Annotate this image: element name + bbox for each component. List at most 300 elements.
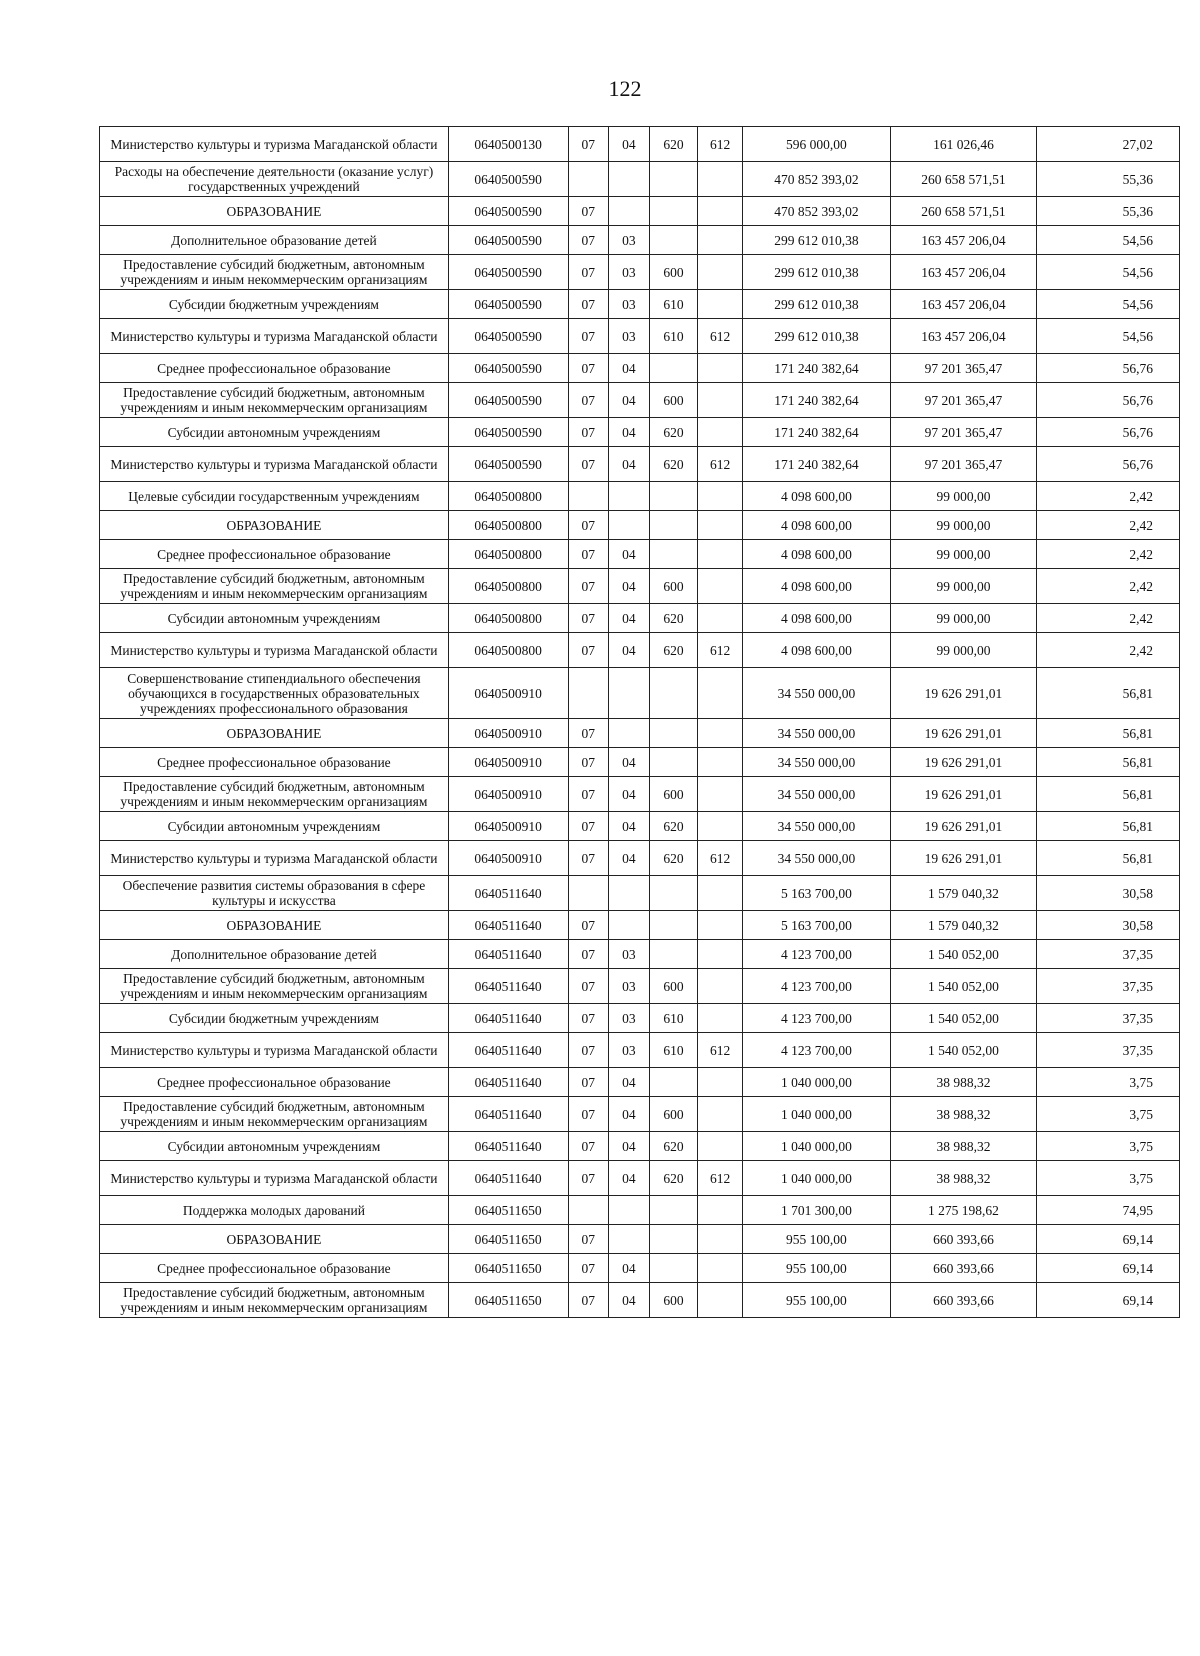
section-cell: 07	[568, 1132, 609, 1161]
subsection-cell: 04	[609, 418, 650, 447]
name-cell: Дополнительное образование детей	[100, 226, 449, 255]
table-row	[100, 969, 1180, 1004]
percent-cell: 3,75	[1036, 1097, 1179, 1132]
plan-amount-cell: 1 040 000,00	[742, 1097, 890, 1132]
kosgu-cell: 612	[698, 127, 743, 162]
table-row	[100, 482, 1180, 511]
plan-amount-cell: 171 240 382,64	[742, 418, 890, 447]
expense-type-cell	[649, 1068, 698, 1097]
plan-amount-cell: 299 612 010,38	[742, 255, 890, 290]
code-cell: 0640500590	[448, 226, 568, 255]
subsection-cell: 04	[609, 841, 650, 876]
table-row	[100, 447, 1180, 482]
name-cell: ОБРАЗОВАНИЕ	[100, 911, 449, 940]
expense-type-cell	[649, 540, 698, 569]
name-cell: Поддержка молодых дарований	[100, 1196, 449, 1225]
fact-amount-cell: 660 393,66	[890, 1254, 1036, 1283]
plan-amount-cell: 4 098 600,00	[742, 569, 890, 604]
kosgu-cell	[698, 226, 743, 255]
fact-amount-cell: 97 201 365,47	[890, 418, 1036, 447]
percent-cell: 55,36	[1036, 162, 1179, 197]
expense-type-cell: 610	[649, 1033, 698, 1068]
percent-cell: 3,75	[1036, 1132, 1179, 1161]
table-row	[100, 226, 1180, 255]
expense-type-cell: 620	[649, 127, 698, 162]
table-row	[100, 290, 1180, 319]
fact-amount-cell: 97 201 365,47	[890, 354, 1036, 383]
fact-amount-cell: 161 026,46	[890, 127, 1036, 162]
table-row	[100, 127, 1180, 162]
expense-type-cell	[649, 197, 698, 226]
subsection-cell: 03	[609, 226, 650, 255]
percent-cell: 2,42	[1036, 482, 1179, 511]
code-cell: 0640500910	[448, 719, 568, 748]
section-cell: 07	[568, 255, 609, 290]
subsection-cell: 04	[609, 127, 650, 162]
section-cell	[568, 876, 609, 911]
percent-cell: 55,36	[1036, 197, 1179, 226]
plan-amount-cell: 470 852 393,02	[742, 162, 890, 197]
section-cell: 07	[568, 1225, 609, 1254]
subsection-cell: 04	[609, 1161, 650, 1196]
table-row	[100, 841, 1180, 876]
table-row	[100, 777, 1180, 812]
code-cell: 0640511640	[448, 1097, 568, 1132]
kosgu-cell	[698, 812, 743, 841]
name-cell: Предоставление субсидий бюджетным, автономным учреждениям и иным некоммерческим организациям	[100, 1283, 449, 1318]
page-number: 122	[608, 76, 642, 101]
fact-amount-cell: 1 275 198,62	[890, 1196, 1036, 1225]
section-cell: 07	[568, 1097, 609, 1132]
table-row	[100, 604, 1180, 633]
table-row	[100, 1033, 1180, 1068]
name-cell: Министерство культуры и туризма Магаданской области	[100, 127, 449, 162]
kosgu-cell	[698, 1097, 743, 1132]
kosgu-cell	[698, 668, 743, 719]
code-cell: 0640511650	[448, 1196, 568, 1225]
section-cell: 07	[568, 1161, 609, 1196]
name-cell: Расходы на обеспечение деятельности (оказание услуг) государственных учреждений	[100, 162, 449, 197]
expense-type-cell: 610	[649, 290, 698, 319]
plan-amount-cell: 4 098 600,00	[742, 482, 890, 511]
plan-amount-cell: 4 123 700,00	[742, 1033, 890, 1068]
expense-type-cell	[649, 1225, 698, 1254]
plan-amount-cell: 955 100,00	[742, 1254, 890, 1283]
section-cell: 07	[568, 418, 609, 447]
code-cell: 0640500590	[448, 255, 568, 290]
kosgu-cell	[698, 1004, 743, 1033]
kosgu-cell: 612	[698, 447, 743, 482]
subsection-cell: 04	[609, 540, 650, 569]
name-cell: Предоставление субсидий бюджетным, автономным учреждениям и иным некоммерческим организациям	[100, 777, 449, 812]
section-cell: 07	[568, 1033, 609, 1068]
plan-amount-cell: 171 240 382,64	[742, 447, 890, 482]
percent-cell: 37,35	[1036, 940, 1179, 969]
section-cell: 07	[568, 969, 609, 1004]
fact-amount-cell: 1 540 052,00	[890, 969, 1036, 1004]
code-cell: 0640500910	[448, 748, 568, 777]
name-cell: Среднее профессиональное образование	[100, 748, 449, 777]
name-cell: Субсидии бюджетным учреждениям	[100, 290, 449, 319]
section-cell	[568, 1196, 609, 1225]
section-cell	[568, 482, 609, 511]
expense-type-cell: 600	[649, 569, 698, 604]
expense-type-cell: 620	[649, 812, 698, 841]
plan-amount-cell: 5 163 700,00	[742, 911, 890, 940]
code-cell: 0640511640	[448, 1132, 568, 1161]
plan-amount-cell: 34 550 000,00	[742, 719, 890, 748]
fact-amount-cell: 99 000,00	[890, 633, 1036, 668]
subsection-cell: 03	[609, 1004, 650, 1033]
subsection-cell	[609, 197, 650, 226]
code-cell: 0640511650	[448, 1283, 568, 1318]
name-cell: Министерство культуры и туризма Магаданской области	[100, 447, 449, 482]
fact-amount-cell: 163 457 206,04	[890, 226, 1036, 255]
kosgu-cell	[698, 162, 743, 197]
subsection-cell: 04	[609, 1068, 650, 1097]
section-cell: 07	[568, 940, 609, 969]
code-cell: 0640500590	[448, 197, 568, 226]
name-cell: Субсидии автономным учреждениям	[100, 812, 449, 841]
expense-type-cell	[649, 511, 698, 540]
plan-amount-cell: 34 550 000,00	[742, 812, 890, 841]
name-cell: ОБРАЗОВАНИЕ	[100, 197, 449, 226]
expense-type-cell: 620	[649, 418, 698, 447]
kosgu-cell	[698, 354, 743, 383]
section-cell: 07	[568, 812, 609, 841]
name-cell: Субсидии бюджетным учреждениям	[100, 1004, 449, 1033]
kosgu-cell	[698, 197, 743, 226]
kosgu-cell	[698, 777, 743, 812]
code-cell: 0640500800	[448, 511, 568, 540]
kosgu-cell	[698, 1225, 743, 1254]
percent-cell: 56,76	[1036, 447, 1179, 482]
expense-type-cell	[649, 876, 698, 911]
fact-amount-cell: 660 393,66	[890, 1225, 1036, 1254]
fact-amount-cell: 1 540 052,00	[890, 1033, 1036, 1068]
kosgu-cell: 612	[698, 319, 743, 354]
code-cell: 0640511640	[448, 1004, 568, 1033]
table-row	[100, 383, 1180, 418]
section-cell: 07	[568, 511, 609, 540]
fact-amount-cell: 1 579 040,32	[890, 911, 1036, 940]
section-cell: 07	[568, 748, 609, 777]
section-cell: 07	[568, 604, 609, 633]
fact-amount-cell: 1 540 052,00	[890, 1004, 1036, 1033]
plan-amount-cell: 1 040 000,00	[742, 1132, 890, 1161]
plan-amount-cell: 955 100,00	[742, 1225, 890, 1254]
table-row	[100, 1283, 1180, 1318]
name-cell: Предоставление субсидий бюджетным, автономным учреждениям и иным некоммерческим организациям	[100, 969, 449, 1004]
kosgu-cell	[698, 569, 743, 604]
plan-amount-cell: 34 550 000,00	[742, 777, 890, 812]
section-cell: 07	[568, 569, 609, 604]
subsection-cell: 03	[609, 255, 650, 290]
fact-amount-cell: 163 457 206,04	[890, 255, 1036, 290]
name-cell: Совершенствование стипендиального обеспечения обучающихся в государственных образовательных учреждениях профессионального образования	[100, 668, 449, 719]
subsection-cell: 04	[609, 633, 650, 668]
code-cell: 0640500590	[448, 354, 568, 383]
kosgu-cell: 612	[698, 633, 743, 668]
name-cell: Министерство культуры и туризма Магаданской области	[100, 1033, 449, 1068]
plan-amount-cell: 171 240 382,64	[742, 383, 890, 418]
expense-type-cell: 610	[649, 319, 698, 354]
fact-amount-cell: 38 988,32	[890, 1161, 1036, 1196]
kosgu-cell	[698, 482, 743, 511]
fact-amount-cell: 19 626 291,01	[890, 719, 1036, 748]
expense-type-cell	[649, 226, 698, 255]
section-cell: 07	[568, 447, 609, 482]
plan-amount-cell: 4 098 600,00	[742, 511, 890, 540]
expense-type-cell	[649, 748, 698, 777]
kosgu-cell	[698, 876, 743, 911]
code-cell: 0640500910	[448, 668, 568, 719]
plan-amount-cell: 299 612 010,38	[742, 290, 890, 319]
plan-amount-cell: 4 098 600,00	[742, 633, 890, 668]
expense-type-cell: 600	[649, 383, 698, 418]
percent-cell: 69,14	[1036, 1283, 1179, 1318]
fact-amount-cell: 19 626 291,01	[890, 777, 1036, 812]
plan-amount-cell: 171 240 382,64	[742, 354, 890, 383]
kosgu-cell	[698, 748, 743, 777]
code-cell: 0640511640	[448, 1161, 568, 1196]
section-cell: 07	[568, 841, 609, 876]
kosgu-cell	[698, 911, 743, 940]
percent-cell: 27,02	[1036, 127, 1179, 162]
percent-cell: 56,76	[1036, 354, 1179, 383]
expense-type-cell: 620	[649, 1161, 698, 1196]
subsection-cell	[609, 876, 650, 911]
table-row	[100, 1068, 1180, 1097]
subsection-cell: 03	[609, 290, 650, 319]
table-row	[100, 354, 1180, 383]
fact-amount-cell: 1 579 040,32	[890, 876, 1036, 911]
name-cell: Предоставление субсидий бюджетным, автономным учреждениям и иным некоммерческим организациям	[100, 1097, 449, 1132]
fact-amount-cell: 97 201 365,47	[890, 383, 1036, 418]
name-cell: Предоставление субсидий бюджетным, автономным учреждениям и иным некоммерческим организациям	[100, 255, 449, 290]
code-cell: 0640500910	[448, 841, 568, 876]
expense-type-cell: 620	[649, 1132, 698, 1161]
name-cell: Среднее профессиональное образование	[100, 540, 449, 569]
percent-cell: 56,81	[1036, 719, 1179, 748]
subsection-cell: 04	[609, 1097, 650, 1132]
fact-amount-cell: 163 457 206,04	[890, 290, 1036, 319]
name-cell: Целевые субсидии государственным учреждениям	[100, 482, 449, 511]
expense-type-cell: 610	[649, 1004, 698, 1033]
fact-amount-cell: 260 658 571,51	[890, 162, 1036, 197]
table-row	[100, 668, 1180, 719]
subsection-cell: 03	[609, 940, 650, 969]
plan-amount-cell: 34 550 000,00	[742, 748, 890, 777]
section-cell: 07	[568, 319, 609, 354]
percent-cell: 30,58	[1036, 876, 1179, 911]
code-cell: 0640500800	[448, 482, 568, 511]
fact-amount-cell: 97 201 365,47	[890, 447, 1036, 482]
percent-cell: 56,81	[1036, 841, 1179, 876]
fact-amount-cell: 260 658 571,51	[890, 197, 1036, 226]
fact-amount-cell: 99 000,00	[890, 540, 1036, 569]
fact-amount-cell: 163 457 206,04	[890, 319, 1036, 354]
plan-amount-cell: 955 100,00	[742, 1283, 890, 1318]
expense-type-cell	[649, 719, 698, 748]
subsection-cell: 04	[609, 569, 650, 604]
code-cell: 0640511650	[448, 1225, 568, 1254]
name-cell: Среднее профессиональное образование	[100, 354, 449, 383]
kosgu-cell	[698, 1254, 743, 1283]
percent-cell: 54,56	[1036, 226, 1179, 255]
plan-amount-cell: 34 550 000,00	[742, 668, 890, 719]
fact-amount-cell: 19 626 291,01	[890, 668, 1036, 719]
code-cell: 0640500800	[448, 633, 568, 668]
subsection-cell	[609, 668, 650, 719]
kosgu-cell	[698, 604, 743, 633]
percent-cell: 54,56	[1036, 255, 1179, 290]
plan-amount-cell: 299 612 010,38	[742, 226, 890, 255]
subsection-cell: 04	[609, 812, 650, 841]
kosgu-cell	[698, 1196, 743, 1225]
section-cell: 07	[568, 633, 609, 668]
section-cell: 07	[568, 1283, 609, 1318]
name-cell: ОБРАЗОВАНИЕ	[100, 1225, 449, 1254]
percent-cell: 2,42	[1036, 633, 1179, 668]
budget-table	[99, 126, 1180, 1318]
table-row	[100, 1225, 1180, 1254]
section-cell: 07	[568, 911, 609, 940]
code-cell: 0640500590	[448, 418, 568, 447]
plan-amount-cell: 4 123 700,00	[742, 1004, 890, 1033]
table-row	[100, 876, 1180, 911]
percent-cell: 56,81	[1036, 777, 1179, 812]
percent-cell: 69,14	[1036, 1254, 1179, 1283]
table-row	[100, 748, 1180, 777]
subsection-cell: 04	[609, 1132, 650, 1161]
subsection-cell: 04	[609, 777, 650, 812]
plan-amount-cell: 1 040 000,00	[742, 1161, 890, 1196]
subsection-cell	[609, 162, 650, 197]
percent-cell: 69,14	[1036, 1225, 1179, 1254]
subsection-cell: 04	[609, 383, 650, 418]
plan-amount-cell: 4 123 700,00	[742, 940, 890, 969]
subsection-cell: 03	[609, 319, 650, 354]
name-cell: Предоставление субсидий бюджетным, автономным учреждениям и иным некоммерческим организациям	[100, 569, 449, 604]
code-cell: 0640511640	[448, 876, 568, 911]
kosgu-cell	[698, 940, 743, 969]
kosgu-cell	[698, 383, 743, 418]
name-cell: Министерство культуры и туризма Магаданской области	[100, 319, 449, 354]
code-cell: 0640500800	[448, 569, 568, 604]
code-cell: 0640500800	[448, 604, 568, 633]
section-cell: 07	[568, 383, 609, 418]
subsection-cell: 04	[609, 604, 650, 633]
fact-amount-cell: 19 626 291,01	[890, 748, 1036, 777]
table-row	[100, 319, 1180, 354]
table-row	[100, 511, 1180, 540]
code-cell: 0640511640	[448, 940, 568, 969]
subsection-cell	[609, 1225, 650, 1254]
subsection-cell	[609, 911, 650, 940]
expense-type-cell	[649, 1254, 698, 1283]
code-cell: 0640500130	[448, 127, 568, 162]
fact-amount-cell: 99 000,00	[890, 569, 1036, 604]
expense-type-cell	[649, 940, 698, 969]
code-cell: 0640500910	[448, 812, 568, 841]
subsection-cell: 03	[609, 969, 650, 1004]
subsection-cell: 04	[609, 748, 650, 777]
subsection-cell: 04	[609, 1283, 650, 1318]
section-cell: 07	[568, 290, 609, 319]
expense-type-cell: 600	[649, 1283, 698, 1318]
section-cell: 07	[568, 540, 609, 569]
fact-amount-cell: 38 988,32	[890, 1132, 1036, 1161]
percent-cell: 56,76	[1036, 383, 1179, 418]
plan-amount-cell: 5 163 700,00	[742, 876, 890, 911]
code-cell: 0640511640	[448, 969, 568, 1004]
expense-type-cell: 620	[649, 633, 698, 668]
section-cell: 07	[568, 127, 609, 162]
section-cell: 07	[568, 1068, 609, 1097]
expense-type-cell	[649, 162, 698, 197]
percent-cell: 2,42	[1036, 604, 1179, 633]
name-cell: Министерство культуры и туризма Магаданской области	[100, 633, 449, 668]
plan-amount-cell: 4 123 700,00	[742, 969, 890, 1004]
name-cell: Среднее профессиональное образование	[100, 1254, 449, 1283]
percent-cell: 56,81	[1036, 812, 1179, 841]
table-row	[100, 162, 1180, 197]
percent-cell: 54,56	[1036, 290, 1179, 319]
plan-amount-cell: 596 000,00	[742, 127, 890, 162]
fact-amount-cell: 19 626 291,01	[890, 841, 1036, 876]
table-row	[100, 1161, 1180, 1196]
percent-cell: 54,56	[1036, 319, 1179, 354]
fact-amount-cell: 38 988,32	[890, 1097, 1036, 1132]
subsection-cell: 04	[609, 447, 650, 482]
name-cell: Министерство культуры и туризма Магаданской области	[100, 1161, 449, 1196]
table-row	[100, 812, 1180, 841]
table-row	[100, 540, 1180, 569]
kosgu-cell	[698, 511, 743, 540]
plan-amount-cell: 1 040 000,00	[742, 1068, 890, 1097]
table-row	[100, 911, 1180, 940]
expense-type-cell: 600	[649, 777, 698, 812]
table-row	[100, 719, 1180, 748]
code-cell: 0640500910	[448, 777, 568, 812]
fact-amount-cell: 99 000,00	[890, 511, 1036, 540]
fact-amount-cell: 660 393,66	[890, 1283, 1036, 1318]
table-row	[100, 1004, 1180, 1033]
expense-type-cell	[649, 668, 698, 719]
percent-cell: 74,95	[1036, 1196, 1179, 1225]
code-cell: 0640511650	[448, 1254, 568, 1283]
section-cell: 07	[568, 226, 609, 255]
name-cell: Субсидии автономным учреждениям	[100, 418, 449, 447]
table-row	[100, 255, 1180, 290]
section-cell	[568, 162, 609, 197]
table-row	[100, 940, 1180, 969]
subsection-cell	[609, 719, 650, 748]
subsection-cell	[609, 1196, 650, 1225]
expense-type-cell: 600	[649, 255, 698, 290]
code-cell: 0640500800	[448, 540, 568, 569]
kosgu-cell	[698, 418, 743, 447]
percent-cell: 37,35	[1036, 1004, 1179, 1033]
percent-cell: 30,58	[1036, 911, 1179, 940]
plan-amount-cell: 4 098 600,00	[742, 540, 890, 569]
plan-amount-cell: 4 098 600,00	[742, 604, 890, 633]
name-cell: Дополнительное образование детей	[100, 940, 449, 969]
plan-amount-cell: 299 612 010,38	[742, 319, 890, 354]
table-row	[100, 197, 1180, 226]
kosgu-cell: 612	[698, 1033, 743, 1068]
